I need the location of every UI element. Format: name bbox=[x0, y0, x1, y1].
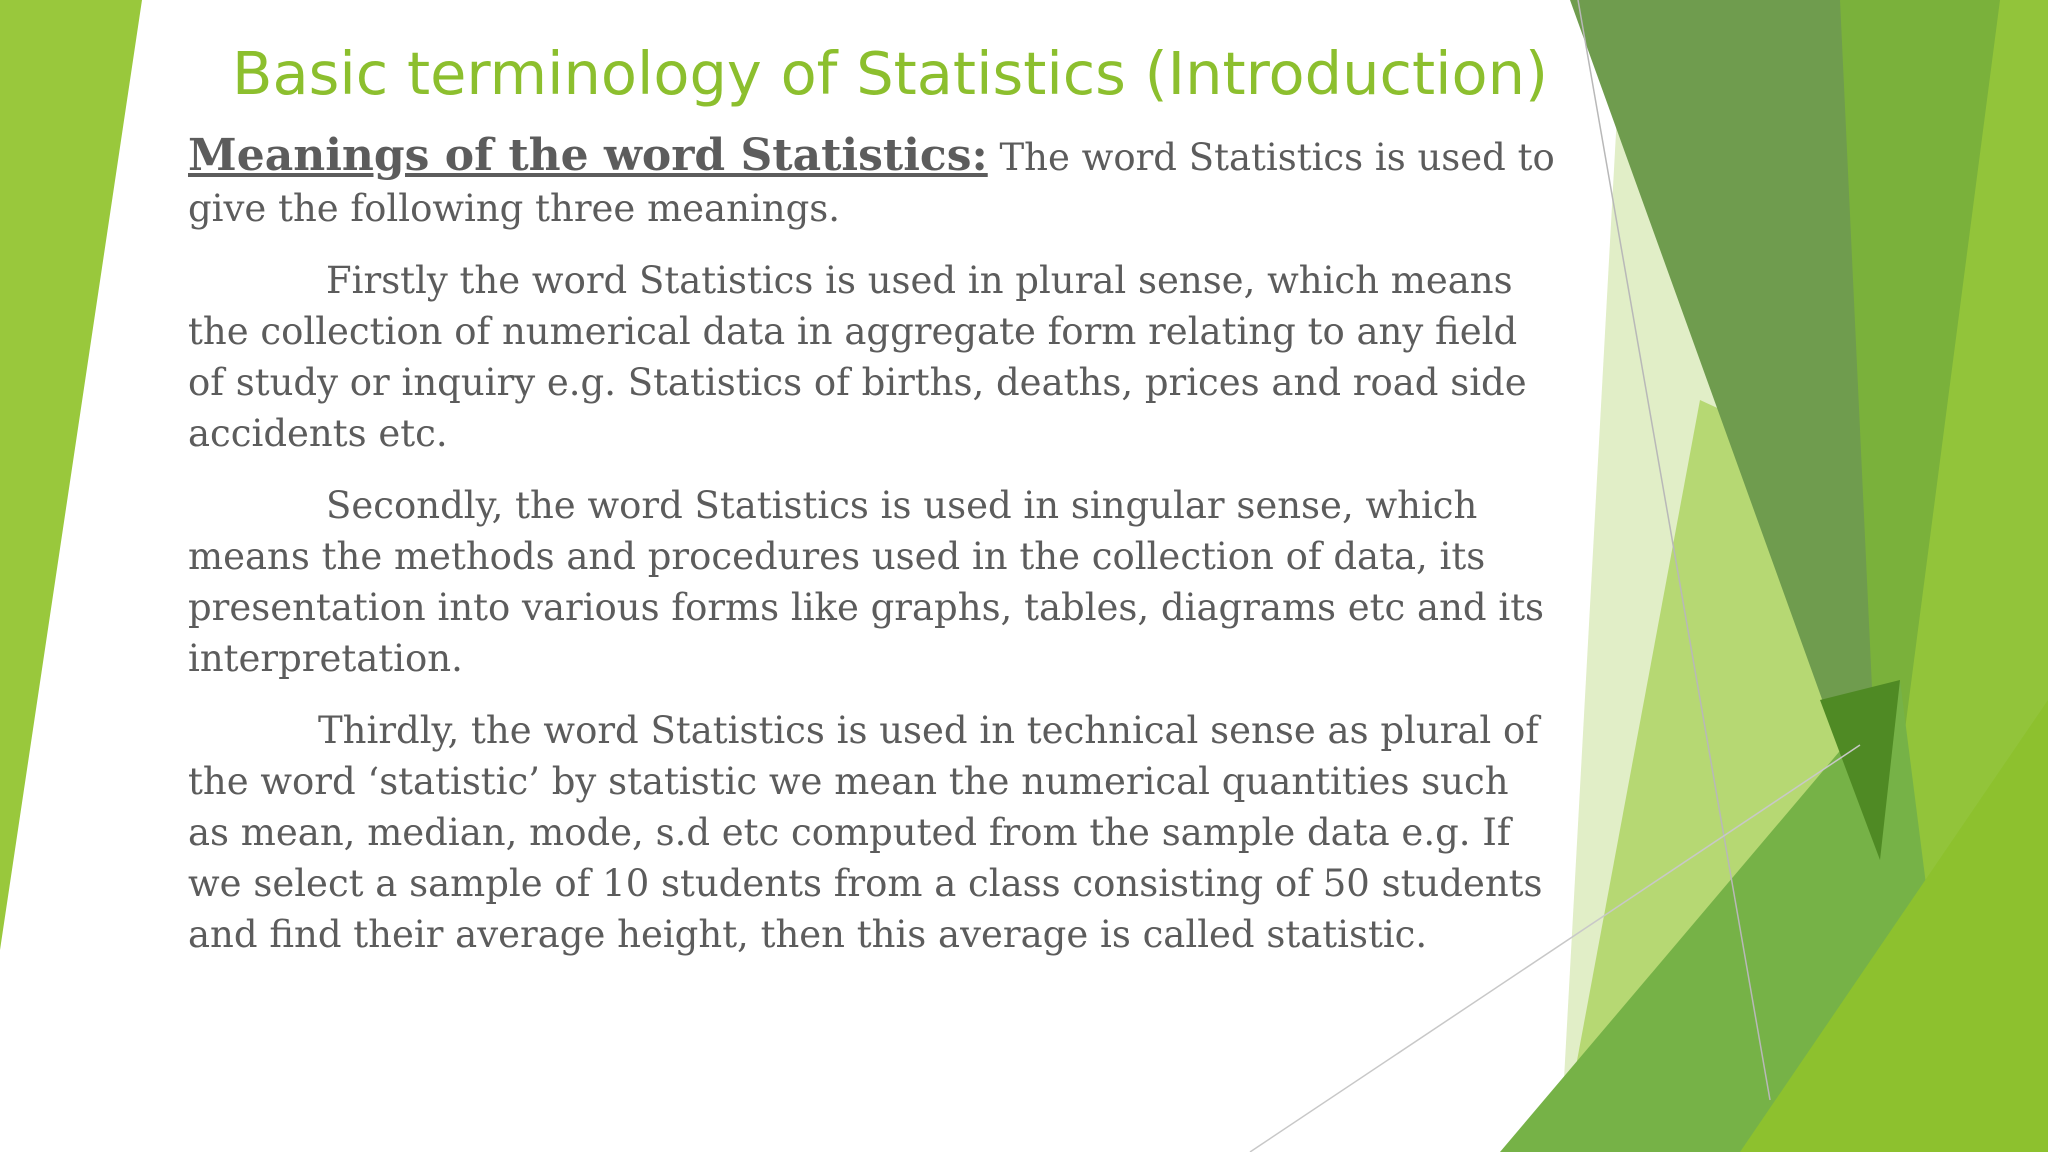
intro-paragraph bbox=[188, 130, 1558, 234]
paragraph-thirdly-text: Thirdly, the word Statistics is used in technical sense as plural of the word ‘statistic’ by statistic we mean the numerical quantities such as mean, median, mode, s.d etc computed from the sample data e.g. If we select a sample of 10 students from a class consisting of 50 students and find their average height, then this average is called statistic. bbox=[188, 709, 1543, 956]
paragraph-firstly bbox=[188, 255, 1558, 459]
paragraph-secondly bbox=[188, 480, 1558, 684]
left-green-band bbox=[0, 0, 142, 950]
intro-text: The word Statistics is used to give the following three meanings. bbox=[188, 136, 1555, 230]
meanings-heading: Meanings of the word Statistics: bbox=[188, 130, 988, 181]
paragraph-thirdly bbox=[188, 705, 1558, 960]
paragraph-firstly-text: Firstly the word Statistics is used in plural sense, which means the collection of numerical data in aggregate form relating to any field of study or inquiry e.g. Statistics of births, deaths, prices and road side accidents etc. bbox=[188, 259, 1527, 455]
slide-body bbox=[188, 130, 1558, 981]
slide-title: Basic terminology of Statistics (Introduction) bbox=[232, 39, 1548, 108]
paragraph-secondly-text: Secondly, the word Statistics is used in singular sense, which means the methods and procedures used in the collection of data, its presentation into various forms like graphs, tables, diagrams etc and its interpretation. bbox=[188, 484, 1545, 680]
